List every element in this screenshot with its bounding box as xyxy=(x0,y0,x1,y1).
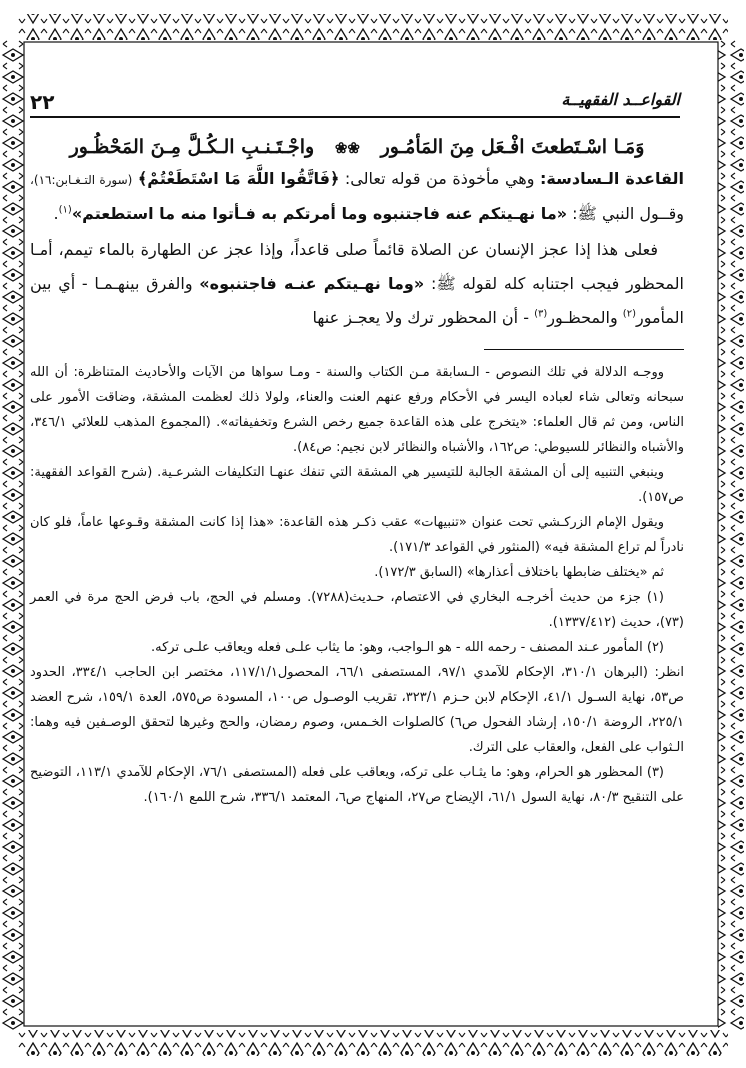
footnote-marker-1: (١) xyxy=(58,204,72,216)
explanation-text: فعلى هذا إذا عجز الإنسان عن الصلاة قائماً صلى قاعداً، وإذا عجز عن الطهارة بالماء تيمم، أمـا المحظور فيجب اجتنابه كله لقوله ﷺ: xyxy=(30,240,684,293)
rule-six-paragraph xyxy=(30,162,684,231)
footnote-2-references: انظر: (البرهان ٣١٠/١، الإحكام للآمدي ٩٧/١، المستصفى ٦٦/١، المحصول١١٧/١/١، مختصر ابن الحاجب ٣٣٤/١، الحدود ص٥٣، نهاية السـول ٤١/١، الإحكام لابن حـزم ٣٢٣/١، تقريب الوصـول ص١٠٠، المسودة ص٥٧٥، العدة ١٥٩/١، شرح العضد ٢٢٥/١، الروضة ١٥٠/١، إرشاد الفحول ص٦) كالصلوات الخـمس، وصوم رمضان، والحج وغيرها لتحقق الوصـفين فيه وهما: الـثواب على الفعل، والعقاب على الترك. xyxy=(30,665,685,755)
footnote-2: (٢) المأمور عـند المصنف - رحمه الله - هو الـواجب، وهو: ما يثاب علـى فعله ويعاقب علـى تركه. xyxy=(150,640,664,655)
footnote-continuation: ويقول الإمام الزركـشي تحت عنوان «تنبيهات» عقب ذكـر هذه القاعدة: «هذا إذا كانت المشقة وقـوعها عاماً، فلو كان نادراً لم تراع المشقة فيه» (المنثور في القواعد ١٧١/٣). xyxy=(30,515,684,555)
rule-intro: وهي مأخوذة من قوله تعالى: xyxy=(344,169,535,188)
mahzur-word: والمحظـور xyxy=(547,308,618,327)
page-header xyxy=(30,88,680,118)
footnote-separator xyxy=(484,349,684,350)
rule-label: القاعدة الـسادسة: xyxy=(540,169,684,188)
footnote-continuation: ووجـه الدلالة في تلك النصوص - الـسابقة مـن الكتاب والسنة - ومـا سواها من الآيات والأحاديث المتناظرة: أن الله سبحانه وتعالى شاء لعباده اليسر في الأحكام ورفع عنهم العنت والعناء، ولولا ذلك لعظمت المشقة، وضاقت الأمور على الناس، ومن ثم قال العلماء: «يتخرج على هذه القاعدة جميع رخص الشرع وتخفيفاته». (المجموع المذهب للعلائي ٣٤٦/١، والأشباه والنظائر للسيوطي: ص١٦٢، والأشباه والنظائر لابن نجيم: ص٨٤). xyxy=(30,365,684,455)
footnote-continuation: وينبغي التنبيه إلى أن المشقة الجالبة للتيسير هي المشقة التي تنفك عنهـا التكليفات الشرعـية. (شرح القواعد الفقهية: ص١٥٧). xyxy=(30,465,684,505)
verse-separator: ❀❀ xyxy=(334,139,360,157)
footnote-marker-3: (٣) xyxy=(534,308,548,320)
hadith-quote-2: «وما نهـيتكم عنـه فاجتنبوه» xyxy=(199,274,425,293)
prophet-saying-intro: وقــول النبي ﷺ: xyxy=(572,204,684,223)
footnote-1: (١) جزء من حديث أخرجـه البخاري في الاعتصام، حـديث(٧٢٨٨). ومسلم في الحج، باب فرض الحج مرة في العمر (٧٣)، حديث (١٣٣٧/٤١٢). xyxy=(30,590,684,630)
explanation-paragraph xyxy=(30,233,684,335)
difference-text: والفرق بينهـمـا - أي بين المأمور xyxy=(30,274,684,327)
page-number: ٢٢ xyxy=(30,90,55,114)
quran-quote: ﴿فَاتَّقُوا اللَّهَ مَا اسْتَطَعْتُمْ﴾ xyxy=(137,169,340,188)
difference-continuation: - أن المحظور ترك ولا يعجـز عنها xyxy=(312,308,529,327)
hadith-quote: «ما نهـيتكم عنه فاجتنبوه وما أمرتكم به فـأتوا منه ما استطعتم» xyxy=(71,204,568,223)
footnote-continuation: ثم «يختلف ضابطها باختلاف أعذارها» (السابق ١٧٢/٣). xyxy=(374,565,664,580)
footnotes-section xyxy=(30,360,684,810)
verse-second-half: واجْـتَـنـبِ الـكُـلَّ مِـنَ المَحْظُـور xyxy=(69,136,315,158)
footnote-marker-2: (٢) xyxy=(622,308,636,320)
verse-first-half: وَمَـا اسْـتَطعتَ افْـعَل مِنَ المَأمُـور xyxy=(380,136,645,158)
sentence-end: . xyxy=(53,204,59,223)
poem-verse xyxy=(30,136,684,158)
footnote-3: (٣) المحظور هو الحرام، وهو: ما يثـاب على تركه، ويعاقب على فعله (المستصفى ٧٦/١، الإحكام للآمدي ١١٣/١، التوضيح على التنقيح ٨٠/٣، نهاية السول ٦١/١، الإيضاح ص٢٧، المنهاج ص٦، المعتمد ٣٣٦/١، شرح اللمع ١٦٠/١). xyxy=(30,765,684,805)
page-content xyxy=(30,126,684,810)
running-title: القواعــد الفقهيــة xyxy=(561,90,680,109)
surah-reference: (سورة التـغـابن:١٦)، xyxy=(30,173,133,187)
